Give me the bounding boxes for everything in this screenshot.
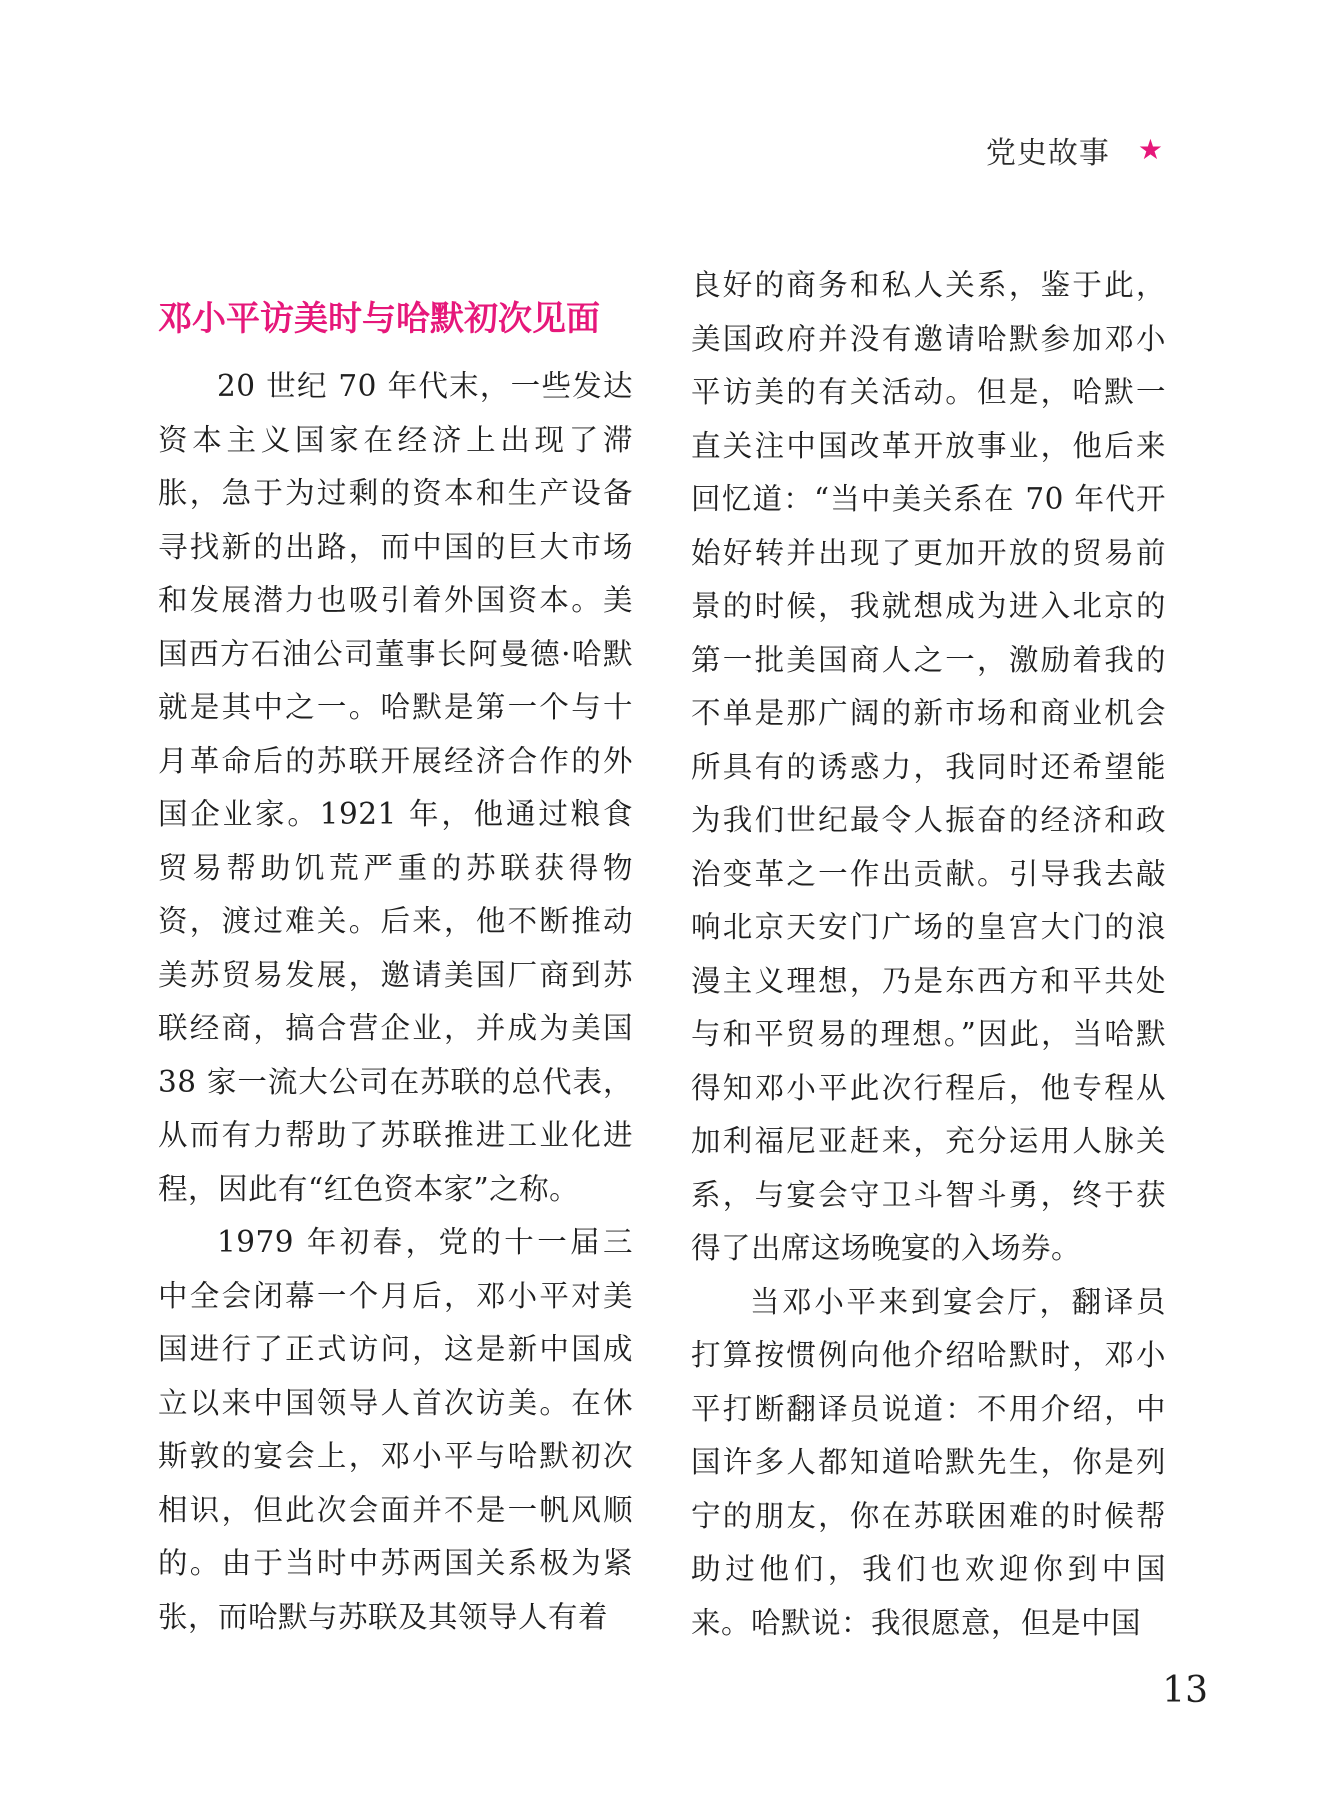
section-label: 党史故事	[985, 136, 1110, 171]
star-icon: ★	[1137, 133, 1163, 166]
paragraph-2: 1979 年初春，党的十一届三中全会闭幕一个月后，邓小平对美国进行了正式访问，这是新中国成立以来中国领导人首次访美。在休斯敦的宴会上，邓小平与哈默初次相识，但此次会面并不是一帆风顺的。由于当时中苏两国关系极为紧张，而哈默与苏联及其领导人有着	[158, 1225, 633, 1634]
article-title: 邓小平访美时与哈默初次见面	[158, 299, 600, 339]
paragraph-3: 当邓小平来到宴会厅，翻译员打算按惯例向他介绍哈默时，邓小平打断翻译员说道：不用介绍，中国许多人都知道哈默先生，你是列宁的朋友，你在苏联困难的时候帮助过他们，我们也欢迎你到中国来。哈默说：我很愿意，但是中国	[691, 1284, 1166, 1640]
page-number: 13	[1162, 1670, 1208, 1711]
left-column	[158, 294, 633, 1644]
right-column	[691, 259, 1166, 1650]
paragraph-1: 20 世纪 70 年代末，一些发达资本主义国家在经济上出现了滞胀，急于为过剩的资本和生产设备寻找新的出路，而中国的巨大市场和发展潜力也吸引着外国资本。美国西方石油公司董事长阿曼德·哈默就是其中之一。哈默是第一个与十月革命后的苏联开展经济合作的外国企业家。1921 年，他通过粮食贸易帮助饥荒严重的苏联获得物资，渡过难关。后来，他不断推动美苏贸易发展，邀请美国厂商到苏联经商，搞合营企业，并成为美国 38 家一流大公司在苏联的总代表，从而有力帮助了苏联推进工业化进程，因此有“红色资本家”之称。	[158, 369, 633, 1206]
paragraph-2-continued: 良好的商务和私人关系，鉴于此，美国政府并没有邀请哈默参加邓小平访美的有关活动。但是，哈默一直关注中国改革开放事业，他后来回忆道：“当中美关系在 70 年代开始好转并出现了更加开放的贸易前景的时候，我就想成为进入北京的第一批美国商人之一，激励着我的不单是那广阔的新市场和商业机会所具有的诱惑力，我同时还希望能为我们世纪最令人振奋的经济和政治变革之一作出贡献。引导我去敲响北京天安门广场的皇宫大门的浪漫主义理想，乃是东西方和平共处与和平贸易的理想。”因此，当哈默得知邓小平此次行程后，他专程从加利福尼亚赶来，充分运用人脉关系，与宴会守卫斗智斗勇，终于获得了出席这场晚宴的入场券。	[691, 268, 1166, 1265]
running-header	[986, 128, 1163, 172]
